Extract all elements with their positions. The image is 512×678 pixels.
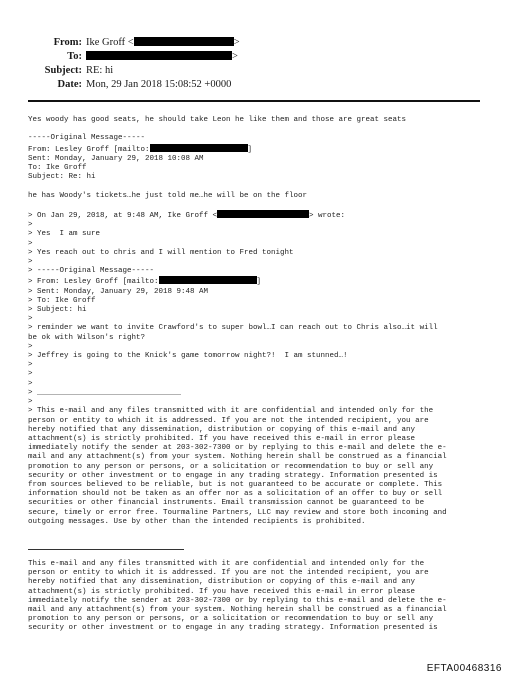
redaction-block: [134, 37, 234, 46]
line-text: [28, 125, 33, 133]
line-text: > ________________________________: [28, 388, 182, 397]
line-text: [28, 182, 33, 190]
line-text: securities or other financial instruments. Email transmission cannot be guaranteed to be: [28, 499, 425, 508]
text-line: [28, 407, 488, 416]
line-text: > From: Lesley Groff [mailto:: [28, 278, 159, 287]
text-line: [28, 472, 488, 481]
text-line: [28, 597, 488, 606]
line-text: security or other investment or to engage in any trading strategy. Information presented is: [28, 471, 438, 480]
line-text: >: [28, 342, 33, 351]
line-text: mail and any attachment(s) from your system. Nothing herein shall be construed as a financial: [28, 606, 447, 615]
text-line: [28, 249, 488, 258]
line-text: > -----Original Message-----: [28, 267, 155, 276]
line-text: he has Woody's tickets…he just told me…he will be on the floor: [28, 191, 308, 200]
line-text: person or entity to which it is addressed. If you are not the intended recipient, you are: [28, 416, 429, 425]
line-text: > Sent: Monday, January 29, 2018 9:48 AM: [28, 287, 209, 296]
header-divider: [28, 100, 480, 102]
text-line: [28, 615, 488, 624]
redaction-block: [159, 276, 257, 284]
line-text: > reminder we want to invite Crawford's to super bowl…I can reach out to Chris also…it will: [28, 324, 438, 333]
line-text: immediately notify the sender at 203-302-7300 or by replying to this e-mail and delete the e-: [28, 596, 447, 605]
line-text: promotion to any person or persons, or a solicitation or recommendation to buy or sell any: [28, 615, 434, 624]
text-line: [28, 155, 488, 164]
subject-value: RE: hi: [86, 65, 114, 76]
line-text: >: [28, 221, 33, 230]
line-text: >: [28, 370, 33, 379]
line-text: -----Original Message-----: [28, 134, 146, 143]
line-text: > Jeffrey is going to the Knick's game tomorrow night?! I am stunned…!: [28, 352, 348, 361]
line-text: Yes woody has good seats, he should take Leon he like them and those are great seats: [28, 116, 407, 124]
subject-label: Subject:: [44, 65, 82, 76]
date-label: Date:: [57, 79, 82, 90]
text-line: [28, 361, 488, 370]
text-line: [28, 453, 488, 462]
line-text: Subject: Re: hi: [28, 173, 96, 182]
line-text: >: [28, 398, 33, 407]
text-line: [28, 334, 488, 343]
line-text: >: [28, 239, 33, 248]
text-line: [28, 297, 488, 306]
line-text: > This e-mail and any files transmitted with it are confidential and intended only for the: [28, 407, 434, 416]
text-line: [28, 352, 488, 361]
document-id: EFTA00468316: [426, 663, 502, 674]
line-text: attachment(s) is strictly prohibited. If you have received this e-mail in error please: [28, 587, 416, 596]
text-line: [28, 463, 488, 472]
text-line: [28, 306, 488, 315]
text-line: [28, 588, 488, 597]
text-line: [28, 398, 488, 407]
line-text: hereby notified that any dissemination, distribution or copying of this e-mail and any: [28, 425, 416, 434]
line-text: >: [28, 361, 33, 370]
mailto-close: ]: [256, 278, 262, 287]
text-line: [28, 230, 488, 239]
from-name: Ike Groff <: [86, 37, 134, 48]
redaction-block: [150, 144, 248, 152]
text-line: [28, 606, 488, 615]
line-text: From: Lesley Groff [mailto:: [28, 145, 150, 154]
line-text: immediately notify the sender at 203-302-7300 or by replying to this e-mail and delete the e-: [28, 444, 447, 453]
text-line: [28, 267, 488, 276]
line-text: mail and any attachment(s) from your system. Nothing herein shall be construed as a financial: [28, 453, 447, 462]
redaction-block: [86, 51, 232, 60]
line-text: [28, 201, 33, 209]
redaction-block: [217, 210, 309, 218]
text-line: [28, 192, 488, 201]
text-line: [28, 288, 488, 297]
line-text: promotion to any person or persons, or a solicitation or recommendation to buy or sell any: [28, 462, 434, 471]
text-line: [28, 569, 488, 578]
text-line: [28, 490, 488, 499]
email-body: [28, 116, 488, 527]
text-line: [28, 201, 488, 210]
line-text: attachment(s) is strictly prohibited. If you have received this e-mail in error please: [28, 434, 416, 443]
text-line: [28, 116, 488, 125]
line-text: person or entity to which it is addressed. If you are not the intended recipient, you are: [28, 569, 429, 578]
line-text: >: [28, 315, 33, 324]
text-line: [28, 499, 488, 508]
line-text: > On Jan 29, 2018, at 9:48 AM, Ike Groff <: [28, 212, 218, 221]
text-line: [28, 560, 488, 569]
line-text: from sources believed to be reliable, but is not guaranteed to be accurate or complete. This: [28, 480, 443, 489]
text-line: [28, 417, 488, 426]
line-text: > Yes I am sure: [28, 230, 101, 239]
to-label: To:: [67, 51, 82, 62]
text-line: [28, 481, 488, 490]
text-line: [28, 221, 488, 230]
from-suffix: >: [233, 37, 240, 48]
text-line: [28, 435, 488, 444]
text-line: [28, 370, 488, 379]
line-text: To: Ike Groff: [28, 164, 87, 173]
line-text: Sent: Monday, January 29, 2018 10:08 AM: [28, 154, 204, 163]
to-value: [86, 50, 238, 64]
mailto-close: ]: [247, 145, 253, 154]
line-text: > Yes reach out to chris and I will mention to Fred tonight: [28, 248, 294, 257]
text-line: [28, 426, 488, 435]
text-line: [28, 276, 488, 287]
text-line: [28, 444, 488, 453]
line-text: secure, timely or error free. Tourmaline Partners, LLC may review and store both incoming and: [28, 508, 447, 517]
line-text: information should not be taken as an offer nor as a solicitation of an offer to buy or sell: [28, 490, 443, 499]
text-line: [28, 518, 488, 527]
text-line: [28, 624, 488, 633]
line-text: > To: Ike Groff: [28, 296, 96, 305]
date-value: Mon, 29 Jan 2018 15:08:52 +0000: [86, 79, 232, 90]
text-line: [28, 315, 488, 324]
disclaimer-text: [28, 560, 488, 634]
text-line: [28, 182, 488, 191]
to-suffix: >: [232, 51, 238, 62]
signature-divider: [28, 549, 184, 550]
text-line: [28, 134, 488, 143]
text-line: [28, 258, 488, 267]
line-text: security or other investment or to engage in any trading strategy. Information presented is: [28, 624, 438, 633]
line-text: outgoing messages. Use by other than the intended recipients is prohibited.: [28, 517, 366, 526]
text-line: [28, 125, 488, 134]
text-line: [28, 164, 488, 173]
text-line: [28, 144, 488, 155]
text-line: [28, 173, 488, 182]
line-text: hereby notified that any dissemination, distribution or copying of this e-mail and any: [28, 578, 416, 587]
line-text: > Subject: hi: [28, 306, 87, 315]
text-line: [28, 324, 488, 333]
text-line: [28, 578, 488, 587]
text-line: [28, 343, 488, 352]
text-line: [28, 240, 488, 249]
from-value: [86, 36, 240, 50]
line-text: be ok with Wilson's right?: [28, 333, 146, 342]
line-text: >: [28, 258, 33, 267]
text-line: [28, 210, 488, 221]
wrote-suffix: > wrote:: [309, 212, 346, 221]
line-text: This e-mail and any files transmitted with it are confidential and intended only for the: [28, 560, 425, 568]
text-line: [28, 380, 488, 389]
text-line: [28, 509, 488, 518]
text-line: [28, 389, 488, 398]
line-text: >: [28, 379, 33, 388]
from-label: From:: [53, 37, 82, 48]
